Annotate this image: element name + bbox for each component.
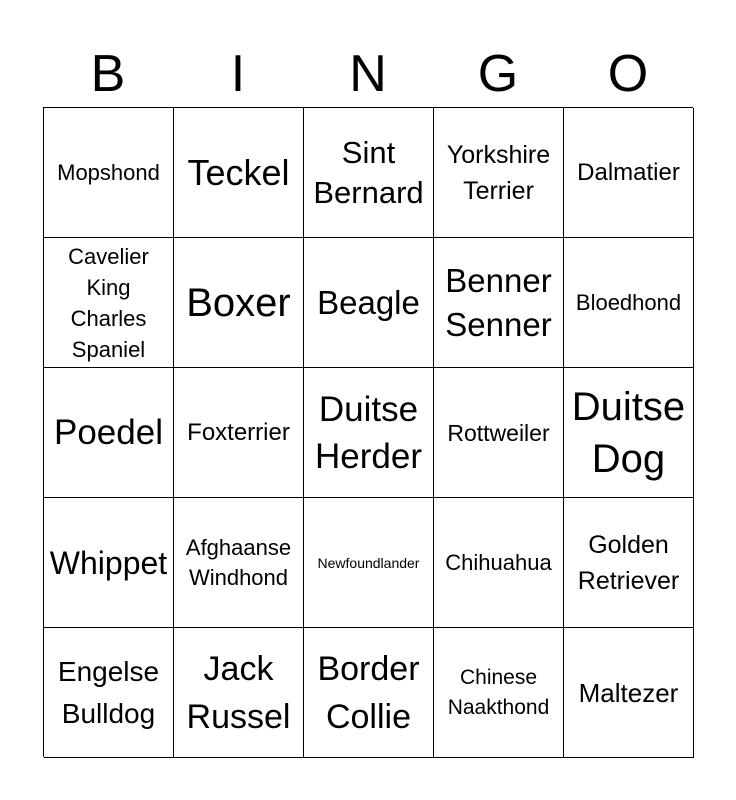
bingo-cell[interactable] <box>304 238 434 368</box>
cell-label: Bloedhond <box>575 289 682 315</box>
bingo-header <box>43 44 693 104</box>
bingo-cell[interactable] <box>564 108 694 238</box>
bingo-cell[interactable] <box>174 108 304 238</box>
header-letter-i: I <box>230 45 246 103</box>
cell-label: Jack Russel <box>186 649 291 736</box>
cell-label: Duitse Herder <box>315 389 422 476</box>
cell-label: Mopshond <box>57 159 160 185</box>
cell-label: Chihuahua <box>445 549 552 575</box>
bingo-cell[interactable] <box>564 628 694 758</box>
header-letter-o: O <box>607 45 649 103</box>
header-letter-b: B <box>90 45 126 103</box>
bingo-cell[interactable] <box>434 628 564 758</box>
bingo-cell[interactable] <box>564 498 694 628</box>
cell-label: Poedel <box>54 412 163 452</box>
cell-label: Dalmatier <box>577 158 680 186</box>
cell-label: Sint Bernard <box>313 134 424 210</box>
bingo-cell[interactable] <box>304 368 434 498</box>
cell-label: Teckel <box>187 151 290 193</box>
cell-label: Duitse Dog <box>571 384 686 481</box>
cell-label: Maltezer <box>578 677 679 708</box>
cell-label: Cavelier King Charles Spaniel <box>68 243 149 362</box>
bingo-cell[interactable] <box>174 368 304 498</box>
cell-label: Newfoundlander <box>317 554 420 571</box>
cell-label: Boxer <box>186 280 291 325</box>
bingo-cell[interactable] <box>44 108 174 238</box>
cell-label: Foxterrier <box>187 418 290 446</box>
cell-label: Golden Retriever <box>577 530 680 595</box>
cell-label: Afghaanse Windhond <box>185 534 292 590</box>
bingo-cell[interactable] <box>44 498 174 628</box>
bingo-cell[interactable] <box>434 498 564 628</box>
bingo-cell[interactable] <box>304 628 434 758</box>
cell-label: Benner Senner <box>445 261 552 343</box>
bingo-cell[interactable] <box>564 238 694 368</box>
bingo-cell[interactable] <box>44 238 174 368</box>
header-letter-n: N <box>349 45 387 103</box>
bingo-cell[interactable] <box>434 238 564 368</box>
cell-label: Engelse Bulldog <box>57 655 160 729</box>
bingo-cell[interactable] <box>304 108 434 238</box>
bingo-cell[interactable] <box>304 498 434 628</box>
cell-label: Rottweiler <box>447 419 550 446</box>
bingo-cell[interactable] <box>44 628 174 758</box>
bingo-cell[interactable] <box>44 368 174 498</box>
bingo-cell[interactable] <box>564 368 694 498</box>
bingo-grid <box>43 107 693 757</box>
header-letter-g: G <box>477 45 519 103</box>
cell-label: Chinese Naakthond <box>447 665 550 719</box>
bingo-cell[interactable] <box>174 628 304 758</box>
cell-label: Yorkshire Terrier <box>446 140 551 205</box>
cell-label: Border Collie <box>317 649 420 736</box>
bingo-cell[interactable] <box>434 368 564 498</box>
cell-label: Beagle <box>317 283 420 321</box>
bingo-cell[interactable] <box>434 108 564 238</box>
bingo-cell[interactable] <box>174 498 304 628</box>
bingo-cell[interactable] <box>174 238 304 368</box>
cell-label: Whippet <box>49 544 168 581</box>
